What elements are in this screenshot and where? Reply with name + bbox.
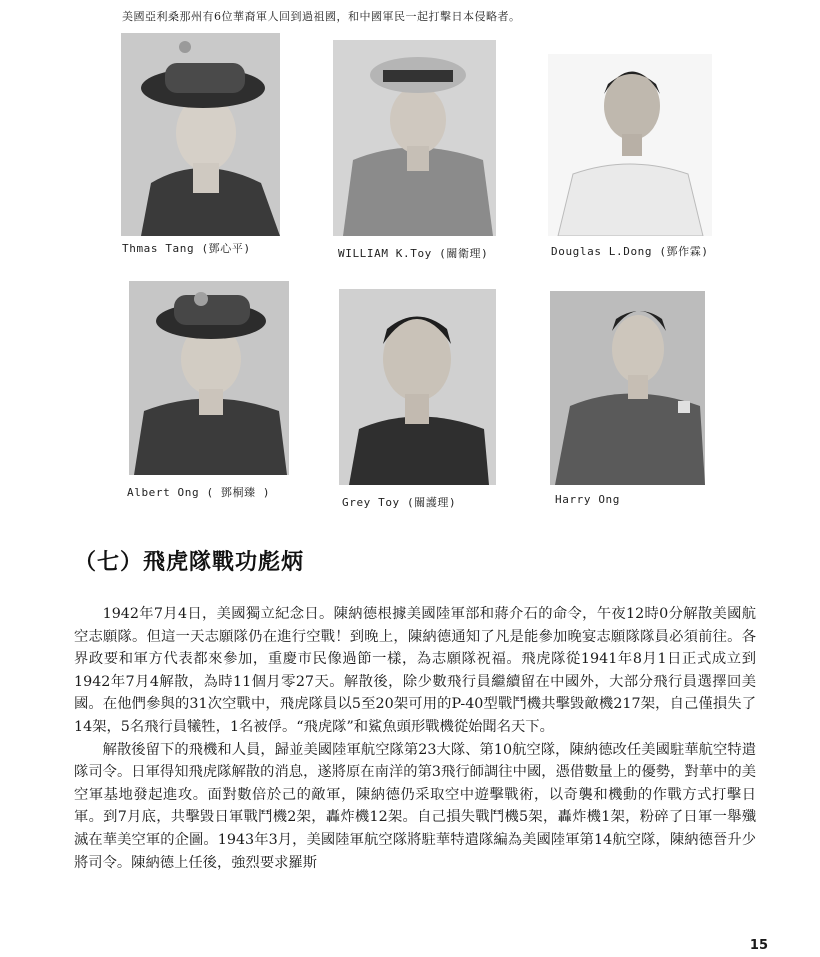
portrait-photo-albert-ong — [129, 281, 289, 475]
photo-label: Douglas L.Dong (鄧作霖) — [551, 245, 709, 258]
photo-label: Thmas Tang (鄧心平) — [122, 242, 251, 255]
portrait-photo-harry-ong — [550, 291, 705, 485]
portrait-photo-william-toy — [333, 40, 496, 236]
body-text — [74, 603, 756, 874]
portrait-photo-douglas-dong — [548, 54, 712, 236]
photo-label: Harry Ong — [555, 493, 621, 506]
paragraph: 解散後留下的飛機和人員，歸並美國陸軍航空隊第23大隊、第10航空隊，陳納德改任美國駐華航空特遣隊司令。日軍得知飛虎隊解散的消息，遂將原在南洋的第3飛行師調往中國，憑借數量上的優勢，對華中的美空軍基地發起進攻。面對數倍於己的敵軍，陳納德仍采取空中遊擊戰術，以奇襲和機動的作戰方式打擊日軍。到7月底，共擊毀日軍戰鬥機2架，轟炸機12架。自己損失戰鬥機5架，轟炸機1架，粉碎了日軍一舉殲滅在華美空軍的企圖。1943年3月，美國陸軍航空隊將駐華特遣隊編為美國陸軍第14航空隊，陳納德晉升少將司令。陳納德上任後，強烈要求羅斯 — [74, 741, 756, 871]
section-title: （七）飛虎隊戰功彪炳 — [74, 549, 305, 575]
portrait-photo-thomas-tang — [121, 33, 280, 236]
photo-label: Grey Toy (關護理) — [342, 496, 457, 509]
portrait-photo-grey-toy — [339, 289, 496, 485]
page-number: 15 — [749, 938, 768, 953]
photo-label: WILLIAM K.Toy (關衛理) — [338, 247, 489, 260]
top-caption: 美國亞利桑那州有6位華裔軍人回到過祖國，和中國軍民一起打擊日本侵略者。 — [122, 10, 521, 23]
paragraph: 1942年7月4日，美國獨立紀念日。陳納德根據美國陸軍部和蔣介石的命令，午夜12時0分解散美國航空志願隊。但這一天志願隊仍在進行空戰！到晚上，陳納德通知了凡是能參加晚宴志願隊隊員必須前往。各界政要和軍方代表都來參加，重慶市民像過節一樣，為志願隊祝福。飛虎隊從1941年8月1日正式成立到1942年7月4解散，為時11個月零27天。解散後，除少數飛行員繼續留在中國外，大部分飛行員選擇回美國。在他們參與的31次空戰中，飛虎隊員以5至20架可用的P-40型戰鬥機共擊毀敵機217架，自己僅損失了14架，5名飛行員犧牲，1名被俘。“飛虎隊”和鯊魚頭形戰機從始聞名天下。 — [74, 606, 756, 735]
photo-label: Albert Ong ( 鄧桐臻 ) — [127, 486, 271, 499]
